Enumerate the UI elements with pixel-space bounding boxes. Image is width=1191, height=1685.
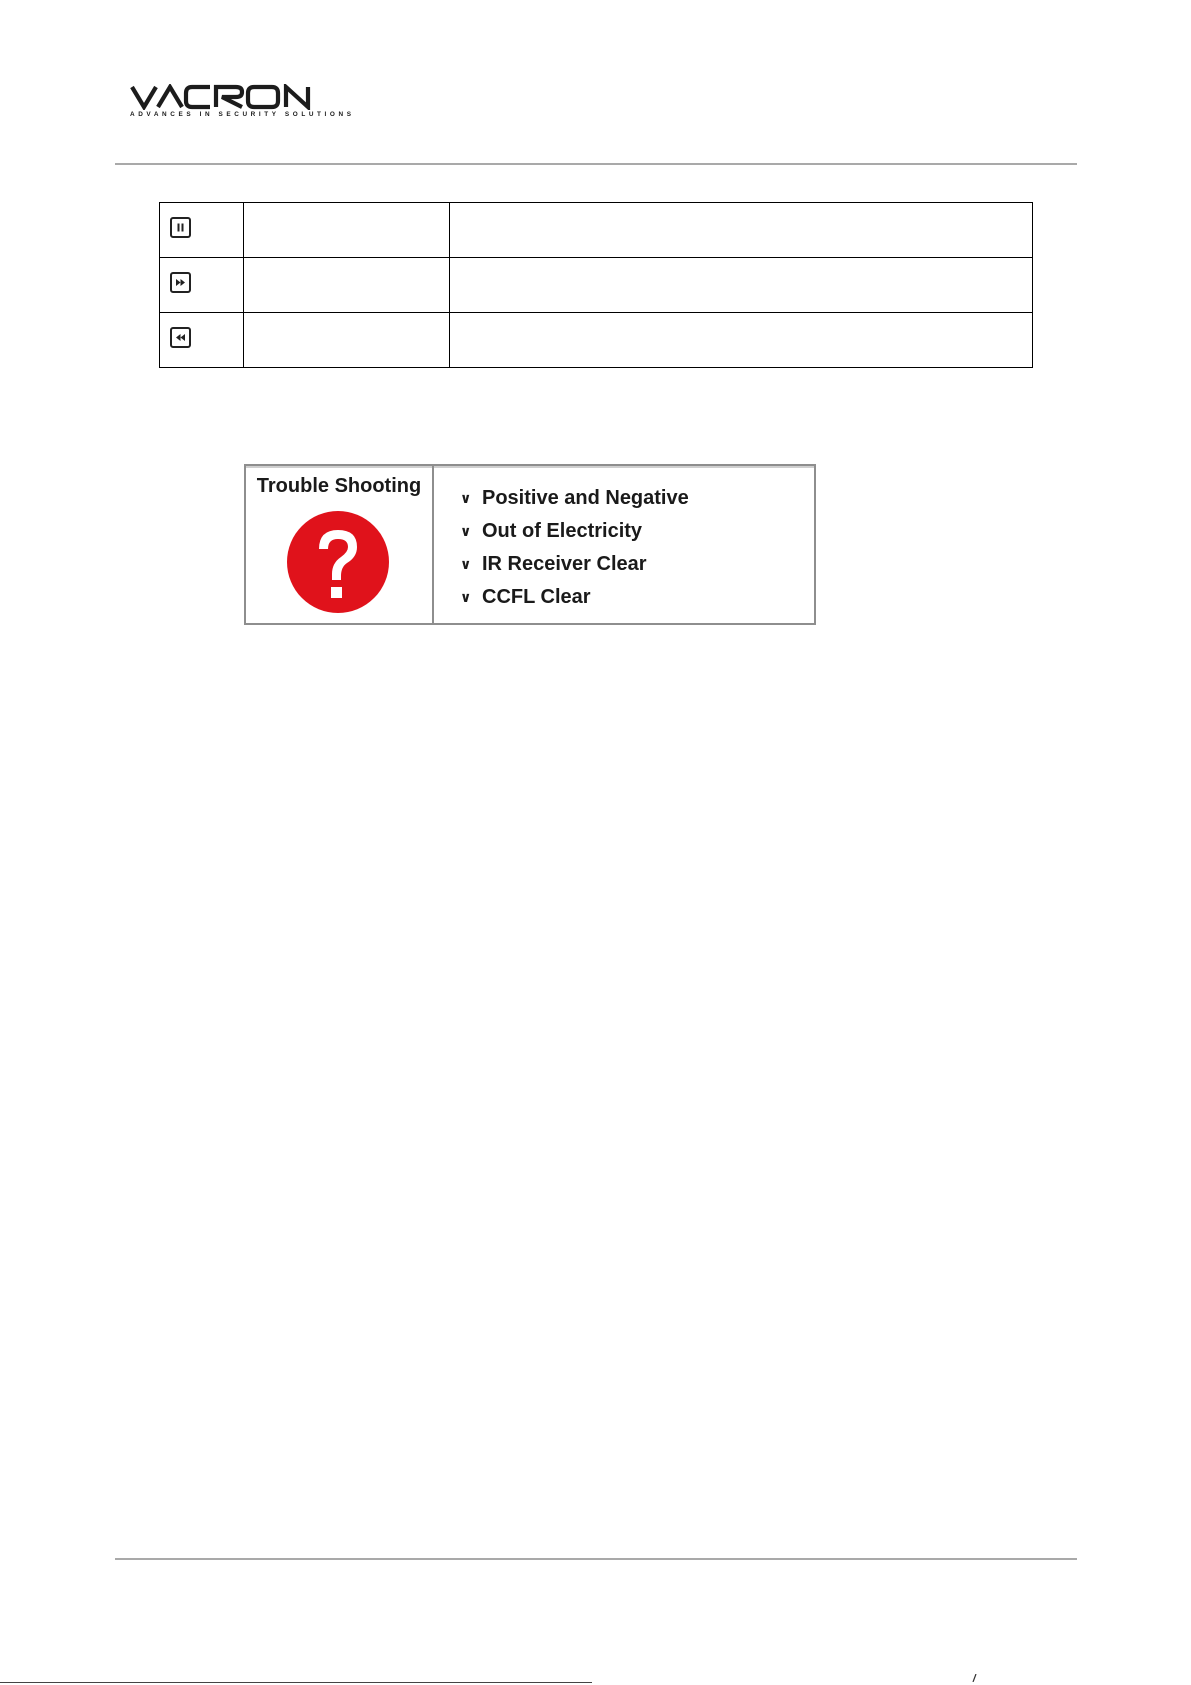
- rewind-icon[interactable]: [170, 327, 191, 348]
- trouble-shooting-title: Trouble Shooting: [256, 475, 422, 497]
- logo-text: VACRON: [130, 84, 135, 85]
- vacron-wordmark: [130, 84, 346, 110]
- logo-tagline: ADVANCES IN SECURITY SOLUTIONS: [130, 111, 355, 118]
- table-row: [160, 203, 1033, 258]
- list-item-label: Positive and Negative: [482, 487, 689, 509]
- trouble-shooting-panel: [244, 464, 816, 625]
- table-row: [160, 313, 1033, 368]
- fast-forward-icon[interactable]: [170, 272, 191, 293]
- playback-controls-table: [159, 202, 1033, 368]
- trouble-shooting-header: [246, 466, 434, 623]
- icon-cell: [160, 258, 244, 313]
- chevron-down-icon: ∨: [460, 523, 472, 539]
- pause-icon[interactable]: [170, 217, 191, 238]
- control-description: [450, 258, 1033, 313]
- trouble-shooting-list: [460, 482, 689, 614]
- list-item[interactable]: [460, 548, 689, 581]
- page-edge-mark: [972, 1674, 978, 1682]
- list-item-label: IR Receiver Clear: [482, 553, 647, 575]
- list-item-label: Out of Electricity: [482, 520, 643, 542]
- icon-cell: [160, 203, 244, 258]
- footer-divider: [115, 1558, 1077, 1560]
- control-description: [450, 203, 1033, 258]
- page-edge-line: [0, 1682, 592, 1683]
- chevron-down-icon: ∨: [460, 589, 472, 605]
- control-name: [244, 203, 450, 258]
- control-name: [244, 313, 450, 368]
- question-mark-icon[interactable]: [286, 510, 390, 614]
- table-row: [160, 258, 1033, 313]
- chevron-down-icon: ∨: [460, 556, 472, 572]
- header-divider: [115, 163, 1077, 165]
- vacron-logo: [130, 84, 355, 120]
- list-item[interactable]: [460, 581, 689, 614]
- control-description: [450, 313, 1033, 368]
- icon-cell: [160, 313, 244, 368]
- list-item[interactable]: [460, 482, 689, 515]
- control-name: [244, 258, 450, 313]
- list-item[interactable]: [460, 515, 689, 548]
- chevron-down-icon: ∨: [460, 490, 472, 506]
- list-item-label: CCFL Clear: [482, 586, 591, 608]
